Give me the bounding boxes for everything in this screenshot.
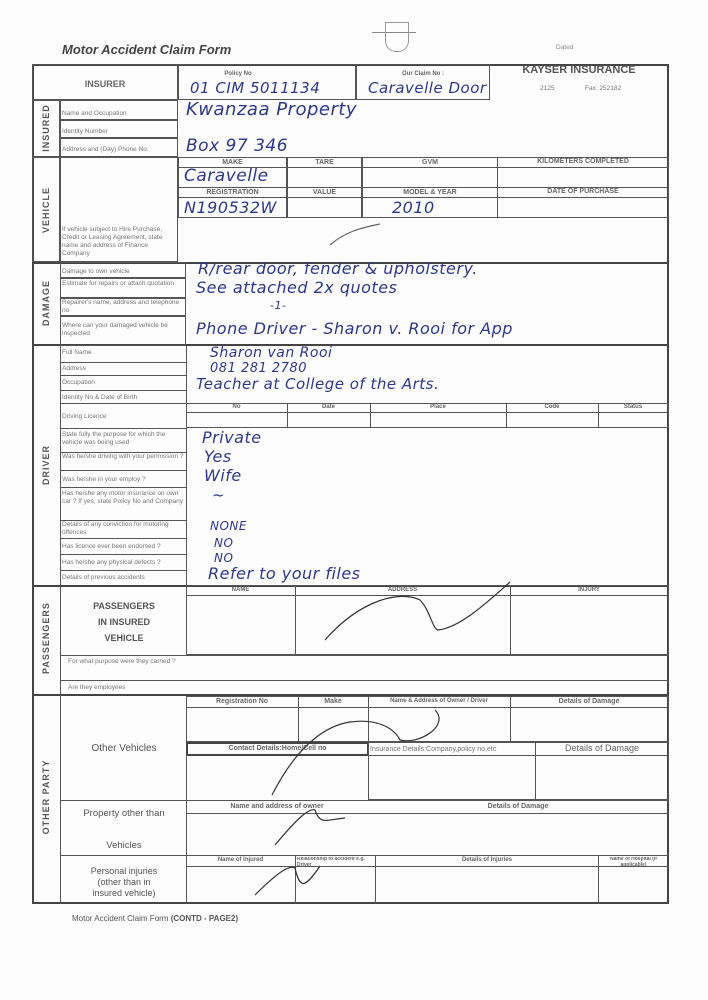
repairer-details[interactable]: -1- xyxy=(270,299,287,312)
section-driver: DRIVER xyxy=(41,445,51,486)
field-label: Has he/she any physical defects ? xyxy=(62,559,161,566)
passengers-title: VEHICLE xyxy=(104,633,144,643)
field-label: Was he/she driving with your permission ? xyxy=(62,453,184,460)
footer-page: (CONTD - PAGE2) xyxy=(170,914,239,923)
col-header: Relationship to accident e.g. Driver xyxy=(297,857,365,866)
col-header: TARE xyxy=(315,159,334,166)
section-vehicle: VEHICLE xyxy=(41,187,51,234)
repair-estimate[interactable]: See attached 2x quotes xyxy=(196,278,398,297)
finance-label: If vehicle subject to Hire Purchase, Credit or Leasing Agreement, state name and address of Finance Company xyxy=(62,226,163,257)
col-header: Contact Details:Home/Cell no xyxy=(228,745,327,752)
field-label: Occupation xyxy=(62,379,95,386)
other-vehicles-label: Other Vehicles xyxy=(91,743,157,754)
col-header: MODEL & YEAR xyxy=(403,189,457,196)
col-header: Name of Hospital (if applicable) xyxy=(610,857,657,866)
col-header: Place xyxy=(430,404,446,410)
insured-name[interactable]: Kwanzaa Property xyxy=(186,99,358,120)
field-label: Estimate for repairs or attach quotation xyxy=(62,280,175,287)
col-header: MAKE xyxy=(222,159,243,166)
vehicle-model-year[interactable]: 2010 xyxy=(392,198,435,217)
property-label: Vehicles xyxy=(106,840,142,851)
driver-occupation[interactable]: Teacher at College of the Arts. xyxy=(196,375,440,393)
field-label: Where can your damaged vehicle be inspected xyxy=(62,322,168,337)
passengers-title: PASSENGERS xyxy=(93,601,155,611)
field-label: Identity Number xyxy=(62,128,108,135)
col-header: Name of Injured xyxy=(217,857,264,863)
field-label: Address xyxy=(62,365,86,372)
col-header: REGISTRATION xyxy=(206,189,259,196)
col-header: Code xyxy=(544,404,560,410)
insured-address[interactable]: Box 97 346 xyxy=(186,136,289,156)
footer xyxy=(72,914,238,923)
col-header: No xyxy=(232,404,241,410)
company-name: KAYSER INSURANCE xyxy=(522,64,636,76)
field-label: Details of any conviction for motoring offences xyxy=(62,521,169,536)
licence-endorsed[interactable]: NO xyxy=(214,536,234,550)
vehicle-make[interactable]: Caravelle xyxy=(184,166,269,186)
claim-value: Caravelle Door xyxy=(368,79,487,97)
footer-text: Motor Accident Claim Form xyxy=(72,914,171,923)
driver-insurance[interactable]: ~ xyxy=(212,486,226,504)
field-label: Identity No & Date of Birth xyxy=(62,394,138,401)
driver-permission[interactable]: Yes xyxy=(204,447,232,466)
driver-name[interactable]: Sharon van Rooi xyxy=(210,345,333,361)
driver-employ[interactable]: Wife xyxy=(204,466,242,485)
section-passengers: PASSENGERS xyxy=(41,602,51,674)
col-header: Details of Damage xyxy=(564,743,640,753)
col-header: Details of Injuries xyxy=(461,857,512,863)
property-label: Property other than xyxy=(83,808,165,819)
col-header: INJURY xyxy=(578,587,600,593)
col-header: Registration No xyxy=(215,698,269,705)
driver-convictions[interactable]: NONE xyxy=(210,519,247,533)
vehicle-registration[interactable]: N190532W xyxy=(184,198,277,217)
injuries-label: (other than in xyxy=(97,877,151,887)
field-label: Has licence ever been endorsed ? xyxy=(62,543,161,550)
col-header: NAME xyxy=(231,587,250,593)
col-header: Status xyxy=(623,404,643,410)
field-label: Name and Occupation xyxy=(62,110,127,117)
field-label: For what purpose were they carried ? xyxy=(68,658,176,665)
col-header: ADDRESS xyxy=(387,587,418,593)
col-header: Details of Damage xyxy=(558,698,620,705)
col-header: Date xyxy=(321,404,335,410)
field-label: Are they employees xyxy=(68,684,126,691)
dated-label: Dated xyxy=(556,44,574,51)
injuries-label: Personal injuries xyxy=(90,866,158,876)
field-label: Address and (Day) Phone No. xyxy=(62,146,149,153)
field-label: Damage to own vehicle xyxy=(62,268,130,275)
policy-label: Policy No xyxy=(224,71,252,77)
policy-value: 01 CIM 5011134 xyxy=(190,79,321,97)
company-fax: Fax: 252182 xyxy=(585,85,622,92)
form-title: Motor Accident Claim Form xyxy=(62,42,232,57)
col-header: Details of Damage xyxy=(487,803,549,810)
col-header: VALUE xyxy=(312,189,337,196)
field-label: State fully the purpose for which the vehicle was being used xyxy=(62,431,166,446)
field-label: Was he/she in your employ ? xyxy=(62,476,146,483)
col-header: Make xyxy=(324,698,342,705)
physical-defects[interactable]: NO xyxy=(214,551,234,565)
injuries-label: insured vehicle) xyxy=(92,888,156,898)
inspection-location[interactable]: Phone Driver - Sharon v. Rooi for App xyxy=(196,319,513,338)
section-other-party: OTHER PARTY xyxy=(41,759,51,835)
previous-accidents[interactable]: Refer to your files xyxy=(208,564,361,583)
field-label: Driving Licence xyxy=(62,413,107,420)
field-label: Full Name xyxy=(62,349,92,356)
col-header: Insurance Details:Company,policy no,etc xyxy=(370,746,497,753)
field-label: Details of previous accidents xyxy=(62,574,145,581)
driver-address[interactable]: 081 281 2780 xyxy=(210,361,307,376)
col-header: KILOMETERS COMPLETED xyxy=(537,158,629,165)
passengers-title: IN INSURED xyxy=(97,617,150,627)
col-header: GVM xyxy=(422,159,438,166)
claim-label: Our Claim No : xyxy=(401,71,444,77)
damage-description[interactable]: R/rear door, fender & upholstery. xyxy=(198,259,478,278)
vehicle-purpose[interactable]: Private xyxy=(202,428,262,447)
section-insured: INSURED xyxy=(41,104,51,152)
col-header: DATE OF PURCHASE xyxy=(547,188,619,195)
section-damage: DAMAGE xyxy=(41,280,51,326)
col-header: Name and address of owner xyxy=(230,803,324,810)
field-label: Repairer's name, address and telephone no xyxy=(62,299,180,314)
company-phone: 2125 xyxy=(540,85,555,92)
col-header: Name & Address of Owner / Driver xyxy=(390,698,488,704)
field-label: Has he/she any motor insurance on own car ? If yes, state Policy No and Company xyxy=(62,490,184,505)
insurer-label: INSURER xyxy=(84,79,126,89)
